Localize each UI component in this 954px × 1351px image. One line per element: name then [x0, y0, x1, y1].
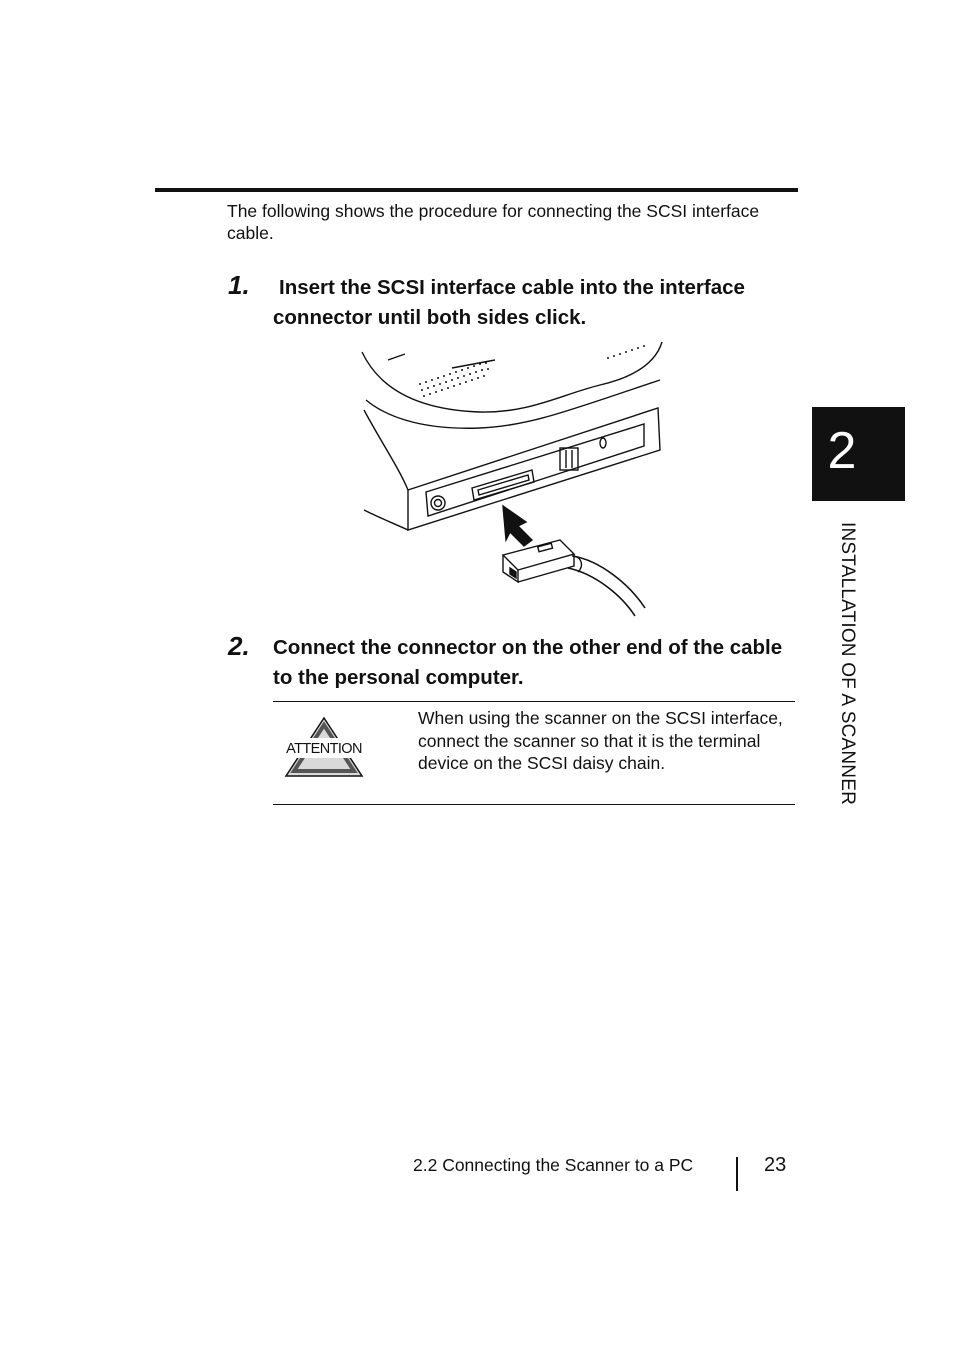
attention-text: When using the scanner on the SCSI interface, connect the scanner so that it is the terminal device on the SCSI daisy chain.	[418, 708, 783, 773]
footer-section-title: 2.2 Connecting the Scanner to a PC	[413, 1155, 694, 1175]
scanner-scsi-connection-illustration	[360, 340, 665, 618]
chapter-side-title: INSTALLATION OF A SCANNER	[837, 522, 858, 806]
step-2-text: Connect the connector on the other end of the cable to the personal computer.	[273, 636, 783, 689]
step-1-text: Insert the SCSI interface cable into the interface connector until both sides click.	[273, 276, 745, 329]
chapter-number: 2	[827, 422, 857, 480]
top-rule	[155, 188, 798, 192]
attention-bottom-rule	[273, 804, 795, 805]
attention-label: ATTENTION	[286, 741, 362, 757]
footer-separator	[736, 1157, 738, 1191]
step-1-number: 1.	[228, 270, 250, 300]
step-2-number: 2.	[228, 631, 250, 661]
attention-top-rule	[273, 701, 795, 702]
intro-paragraph: The following shows the procedure for connecting the SCSI interface cable.	[227, 201, 760, 243]
page-number: 23	[764, 1154, 787, 1176]
